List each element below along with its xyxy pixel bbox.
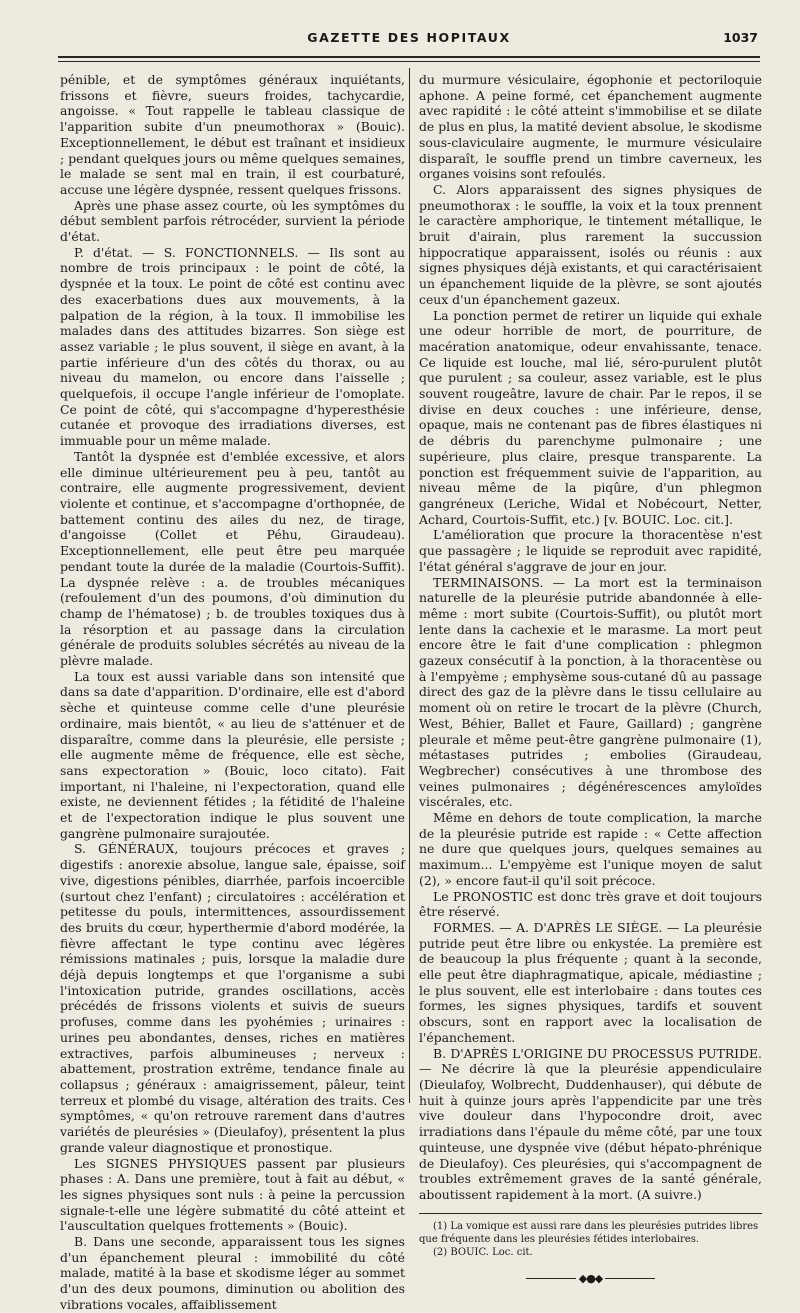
page-number: 1037 bbox=[723, 30, 758, 45]
footnote-rule bbox=[419, 1213, 762, 1214]
paragraph: du murmure vésiculaire, égophonie et pectoriloquie aphone. A peine formé, cet épanchement augmente avec rapidité : le côté atteint s'immobilise et se dilate de plus en plus, la matité devient absolue, le skodisme sous-claviculaire augmente, le murmure vésiculaire disparaît, le souffle prend un timbre caverneux, les organes voisins sont refoulés. bbox=[419, 72, 762, 182]
header-rule-thin bbox=[58, 61, 760, 62]
paragraph: La ponction permet de retirer un liquide qui exhale une odeur horrible de mort, de pourriture, de macération anatomique, odeur envahissante, tenace. Ce liquide est louche, mal lié, séro-purulent plutôt que purulent ; sa couleur, assez variable, est le plus souvent rougeâtre, lavure de chair. Par le repos, il se divise en deux couches : une inférieure, dense, opaque, mais ne contenant pas de fibres élastiques ni de débris du parenchyme pulmonaire ; une supérieure, plus claire, presque transparente. La ponction est fréquemment suivie de l'apparition, au niveau même de la piqûre, d'un phlegmon gangréneux (Leriche, Widal et Nobécourt, Netter, Achard, Courtois-Suffit, etc.) [v. BOUIC. Loc. cit.]. bbox=[419, 307, 762, 527]
footnote: (1) La vomique est aussi rare dans les pleurésies putrides libres que fréquente dans les pleurésies fétides interlobaires. bbox=[419, 1220, 759, 1245]
paragraph: S. GÉNÉRAUX, toujours précoces et graves ; digestifs : anorexie absolue, langue sale, épaisse, soif vive, digestions pénibles, diarrhée, parfois incoercible (surtout chez l'enfant) ; circulatoires : accélération et petitesse du pouls, intermittences, assourdissement des bruits du cœur, hyperthermie d'abord modérée, la fièvre affectant le type continu avec légères rémissions matinales ; puis, lorsque la maladie dure déjà depuis longtemps et que l'organisme a subi l'intoxication putride, grandes oscillations, accès précédés de frissons violents et suivis de sueurs profuses, comme dans les pyohémies ; urinaires : urines peu abondantes, denses, riches en matières extractives, parfois albumineuses ; nerveux : abattement, prostration extrême, tendance finale au collapsus ; généraux : amaigrissement, pâleur, teint terreux et plombé du visage, altération des traits. Ces symptômes, « qu'on retrouve rarement dans d'autres variétés de pleurésies » (Dieulafoy), présentent la plus grande valeur diagnostique et pronostique. bbox=[60, 841, 405, 1155]
paragraph: FORMES. — A. D'APRÈS LE SIÈGE. — La pleurésie putride peut être libre ou enkystée. La première est de beaucoup la plus fréquente ; quant à la seconde, elle peut être diaphragmatique, apicale, médiastine ; le plus souvent, elle est interlobaire : dans toutes ces formes, les signes physiques, tardifs et souvent obscurs, sont en rapport avec la localisation de l'épanchement. bbox=[419, 919, 762, 1045]
header-rule-thick bbox=[58, 56, 760, 58]
paragraph: P. d'état. — S. FONCTIONNELS. — Ils sont au nombre de trois principaux : le point de côté, la dyspnée et la toux. Le point de côté est continu avec des exacerbations dues aux mouvements, à la palpation de la région, à la toux. Il immobilise les malades dans des attitudes bizarres. Son siège est assez variable ; le plus souvent, il siège en avant, à la partie inférieure d'un des côtés du thorax, ou au niveau du mamelon, ou encore dans l'aisselle ; quelquefois, il occupe l'angle inférieur de l'omoplate. Ce point de côté, qui s'accompagne d'hyperesthésie cutanée et provoque des irradiations diverses, est immuable pour un même malade. bbox=[60, 244, 405, 449]
paragraph: B. D'APRÈS L'ORIGINE DU PROCESSUS PUTRIDE. — Ne décrire là que la pleurésie appendiculaire (Dieulafoy, Wolbrecht, Duddenhauser), qui débute de huit à quinze jours après l'appendicite par une très vive douleur dans l'hypocondre droit, avec irradiations dans l'épaule du même côté, par une toux quinteuse, une dyspnée vive (début hépato-phrénique de Dieulafoy). Ces pleurésies, qui s'accompagnent de troubles extrêmement graves de la santé générale, aboutissent rapidement à la mort. (A suivre.) bbox=[419, 1045, 762, 1202]
paragraph: Après une phase assez courte, où les symptômes du début semblent parfois rétrocéder, survient la période d'état. bbox=[60, 197, 405, 245]
end-ornament: ◆●◆ bbox=[419, 1271, 762, 1287]
running-header bbox=[58, 30, 760, 54]
right-column bbox=[419, 72, 762, 1286]
left-column bbox=[60, 72, 405, 1313]
journal-title: GAZETTE DES HOPITAUX bbox=[307, 30, 511, 45]
paragraph: Tantôt la dyspnée est d'emblée excessive, et alors elle diminue ultérieurement peu à peu, tantôt au contraire, elle augmente progressivement, devient violente et continue, et s'accompagne d'orthopnée, de battement continu des ailes du nez, de tirage, d'angoisse (Collet et Péhu, Giraudeau). Exceptionnellement, elle peut être peu marquée pendant toute la durée de la maladie (Courtois-Suffit). La dyspnée relève : a. de troubles mécaniques (refoulement d'un des poumons, d'où diminution du champ de l'hématose) ; b. de troubles toxiques dus à la résorption et au passage dans la circulation générale de produits solubles sécrétés au niveau de la plèvre malade. bbox=[60, 448, 405, 669]
column-divider bbox=[409, 68, 410, 1103]
paragraph: L'amélioration que procure la thoracentèse n'est que passagère ; le liquide se reproduit avec rapidité, l'état général s'aggrave de jour en jour. bbox=[419, 527, 762, 574]
paragraph: B. Dans une seconde, apparaissent tous les signes d'un épanchement pleural : immobilité du côté malade, matité à la base et skodisme léger au sommet d'un des deux poumons, diminution ou abolition des vibrations vocales, affaiblissement bbox=[60, 1234, 405, 1312]
paragraph: pénible, et de symptômes généraux inquiétants, frissons et fièvre, sueurs froides, tachycardie, angoisse. « Tout rappelle le tableau classique de l'apparition subite d'un pneumothorax » (Bouic). Exceptionnellement, le début est traînant et insidieux ; pendant quelques jours ou même quelques semaines, le malade se sent mal en train, il est courbaturé, accuse une légère dyspnée, ressent quelques frissons. bbox=[60, 72, 405, 197]
paragraph: TERMINAISONS. — La mort est la terminaison naturelle de la pleurésie putride abandonnée à elle-même : mort subite (Courtois-Suffit), ou plutôt mort lente dans la cachexie et le marasme. La mort peut encore être le fait d'une complication : phlegmon gazeux consécutif à la ponction, à la thoracentèse ou à l'empyème ; emphysème sous-cutané dû au passage direct des gaz de la plèvre dans le tissu cellulaire au moment où on retire le trocart de la plèvre (Church, West, Béhier, Ballet et Faure, Gaillard) ; gangrène pleurale et même peut-être gangrène pulmonaire (1), métastases putrides ; embolies (Giraudeau, Wegbrecher) consécutives à une thrombose des veines pulmonaires ; dégénérescences amyloïdes viscérales, etc. bbox=[419, 574, 762, 810]
footnote: (2) BOUIC. Loc. cit. bbox=[433, 1246, 533, 1258]
paragraph: La toux est aussi variable dans son intensité que dans sa date d'apparition. D'ordinaire, elle est d'abord sèche et quinteuse comme celle d'une pleurésie ordinaire, mais bientôt, « au lieu de s'atténuer et de disparaître, comme dans la pleurésie, elle persiste ; elle augmente même de fréquence, elle est sèche, sans expectoration » (Bouic, loco citato). Fait important, ni l'haleine, ni l'expectoration, quand elle existe, ne deviennent fétides ; la fétidité de l'haleine et de l'expectoration indique le plus souvent une gangrène pulmonaire surajoutée. bbox=[60, 668, 405, 841]
paragraph: Même en dehors de toute complication, la marche de la pleurésie putride est rapide : « Cette affection ne dure que quelques jours, quelques semaines au maximum... L'empyème est l'unique moyen de salut (2), » encore faut-il qu'il soit précoce. bbox=[419, 810, 762, 888]
paragraph: C. Alors apparaissent des signes physiques de pneumothorax : le souffle, la voix et la toux prennent le caractère amphorique, le tintement métallique, le bruit d'airain, plus rarement la succussion hippocratique apparaissent, isolés ou réunis : aux signes physiques déjà existants, et qui caractérisaient un épanchement liquide de la plèvre, se sont ajoutés ceux d'un épanchement gazeux. bbox=[419, 181, 762, 307]
paragraph: Les SIGNES PHYSIQUES passent par plusieurs phases : A. Dans une première, tout à fait au début, « les signes physiques sont nuls : à peine la percussion signale-t-elle une légère submatité du côté atteint et l'auscultation quelques frottements » (Bouic). bbox=[60, 1155, 405, 1234]
paragraph: Le PRONOSTIC est donc très grave et doit toujours être réservé. bbox=[419, 888, 762, 920]
